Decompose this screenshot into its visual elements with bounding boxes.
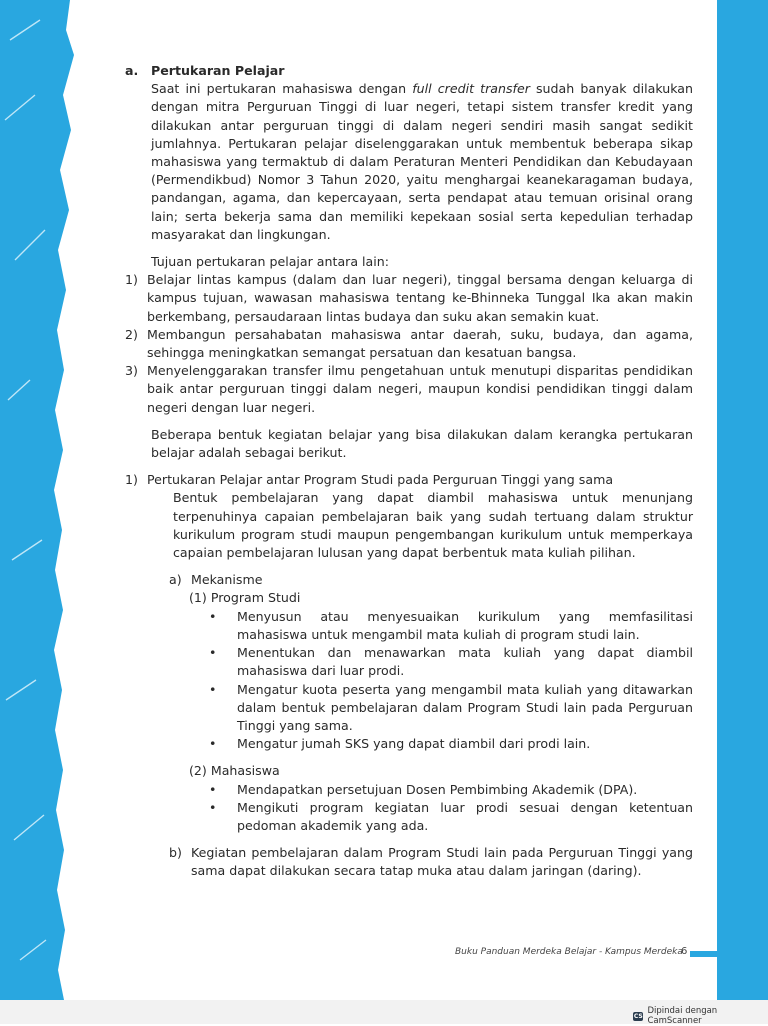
- list-item: [125, 326, 693, 362]
- form1-title: [125, 471, 693, 489]
- document-body: [125, 62, 693, 881]
- item-number: 3): [125, 363, 138, 379]
- goals-intro: Tujuan pertukaran pelajar antara lain:: [151, 254, 390, 270]
- torn-paper-edge: [0, 0, 95, 1000]
- item-text: Pertukaran Pelajar antar Program Studi pada Perguruan Tinggi yang sama: [147, 472, 614, 488]
- item-text: Mengatur jumah SKS yang dapat diambil dari prodi lain.: [237, 736, 591, 752]
- list-item: • Mengatur jumah SKS yang dapat diambil dari prodi lain.: [209, 736, 591, 752]
- intro-paragraph: [151, 80, 693, 244]
- goals-list: [125, 271, 693, 417]
- right-decorative-band: [717, 0, 768, 1000]
- list-item: • Mendapatkan persetujuan Dosen Pembimbing Akademik (DPA).: [209, 781, 638, 797]
- item-text: Mengatur kuota peserta yang mengambil mata kuliah yang ditawarkan dalam bentuk pembelajaran dalam Program Studi lain pada Perguruan Tinggi yang sama.: [237, 681, 693, 733]
- item-text: Mengikuti program kegiatan luar prodi sesuai dengan ketentuan pedoman akademik yang ada.: [237, 799, 693, 833]
- list-item: [125, 271, 693, 326]
- forms-intro: Beberapa bentuk kegiatan belajar yang bisa dilakukan dalam kerangka pertukaran belajar adalah sebagai berikut.: [151, 426, 693, 461]
- item-text: Mendapatkan persetujuan Dosen Pembimbing Akademik (DPA).: [237, 781, 638, 797]
- item-number: 2): [125, 326, 138, 342]
- list-item: • Mengikuti program kegiatan luar prodi sesuai dengan ketentuan pedoman akademik yang ada.: [209, 799, 693, 833]
- item-letter: b): [169, 845, 182, 861]
- list-item: • Menentukan dan menawarkan mata kuliah yang dapat diambil mahasiswa dari luar prodi.: [209, 645, 693, 679]
- form1-description: Bentuk pembelajaran yang dapat diambil mahasiswa untuk menunjang terpenuhinya capaian pembelajaran baik yang sudah tertuang dalam struktur kurikulum program studi maupun pengembangan kurikulum untuk memperkaya capaian pembelajaran lulusan yang dapat berbentuk mata kuliah pilihan.: [173, 490, 693, 561]
- prodi-heading: (1) Program Studi: [189, 590, 301, 606]
- section-label: a.: [125, 63, 139, 78]
- section-heading: [125, 62, 693, 80]
- prodi-list: [189, 608, 693, 754]
- item-text: Menentukan dan menawarkan mata kuliah yang dapat diambil mahasiswa dari luar prodi.: [237, 645, 693, 679]
- mechanism-heading: [169, 571, 693, 589]
- list-item: • Menyusun atau menyesuaikan kurikulum yang memfasilitasi mahasiswa untuk mengambil mata kuliah di program studi lain.: [209, 608, 693, 642]
- item-text: Membangun persahabatan mahasiswa antar daerah, suku, budaya, dan agama, sehingga meningkatkan semangat persatuan dan kesatuan bangsa.: [147, 326, 693, 361]
- list-item: [125, 362, 693, 417]
- mahasiswa-list: [189, 781, 693, 836]
- page-number: 6: [681, 946, 688, 957]
- scanner-watermark: [633, 1006, 768, 1026]
- intro-italic: full credit transfer: [412, 81, 530, 97]
- page-number-bar: [690, 951, 718, 957]
- footer-title: Buku Panduan Merdeka Belajar - Kampus Merdeka: [455, 947, 683, 957]
- item-number: 1): [125, 472, 138, 488]
- item-number: 1): [125, 272, 138, 288]
- intro-after: sudah banyak dilakukan dengan mitra Perguruan Tinggi di luar negeri, tetapi sistem transfer kredit yang dilakukan antar perguruan tinggi di dalam negeri sendiri masih sangat sedikit jumlahnya. Pertukaran pelajar diselenggarakan untuk membentuk beberapa sikap mahasiswa yang termaktub di dalam Peraturan Menteri Pendidikan dan Kebudayaan (Permendikbud) Nomor 3 Tahun 2020, yaitu menghargai keanekaragaman budaya, pandangan, agama, dan kepercayaan, serta pendapat atau temuan orisinal orang lain; serta bekerja sama dan memiliki kepekaan sosial serta kepedulian terhadap masyarakat dan lingkungan.: [151, 81, 693, 242]
- camscanner-logo-icon: CS: [633, 1012, 643, 1020]
- intro-before: Saat ini pertukaran mahasiswa dengan: [151, 81, 413, 97]
- mahasiswa-heading: (2) Mahasiswa: [189, 763, 280, 779]
- item-text: Menyusun atau menyesuaikan kurikulum yang memfasilitasi mahasiswa untuk mengambil mata kuliah di program studi lain.: [237, 608, 693, 642]
- left-decorative-band: [0, 0, 95, 1000]
- section-title: Pertukaran Pelajar: [151, 63, 285, 78]
- item-text: Belajar lintas kampus (dalam dan luar negeri), tinggal bersama dengan keluarga di kampus tujuan, wawasan mahasiswa tentang ke-Bhinneka Tunggal Ika akan makin berkembang, persaudaraan lintas budaya dan suku akan semakin kuat.: [147, 272, 693, 324]
- item-letter: a): [169, 572, 182, 588]
- item-text: Mekanisme: [191, 572, 263, 588]
- scanner-text: Dipindai dengan CamScanner: [647, 1006, 718, 1026]
- item-text: Kegiatan pembelajaran dalam Program Studi lain pada Perguruan Tinggi yang sama dapat dilakukan secara tatap muka atau dalam jaringan (daring).: [191, 845, 693, 879]
- mode-item: [169, 844, 693, 880]
- item-text: Menyelenggarakan transfer ilmu pengetahuan untuk menutupi disparitas pendidikan baik antar perguruan tinggi dalam negeri, maupun kondisi pendidikan tinggi dalam negeri dengan luar negeri.: [147, 363, 693, 415]
- list-item: • Mengatur kuota peserta yang mengambil mata kuliah yang ditawarkan dalam bentuk pembelajaran dalam Program Studi lain pada Perguruan Tinggi yang sama.: [209, 681, 693, 733]
